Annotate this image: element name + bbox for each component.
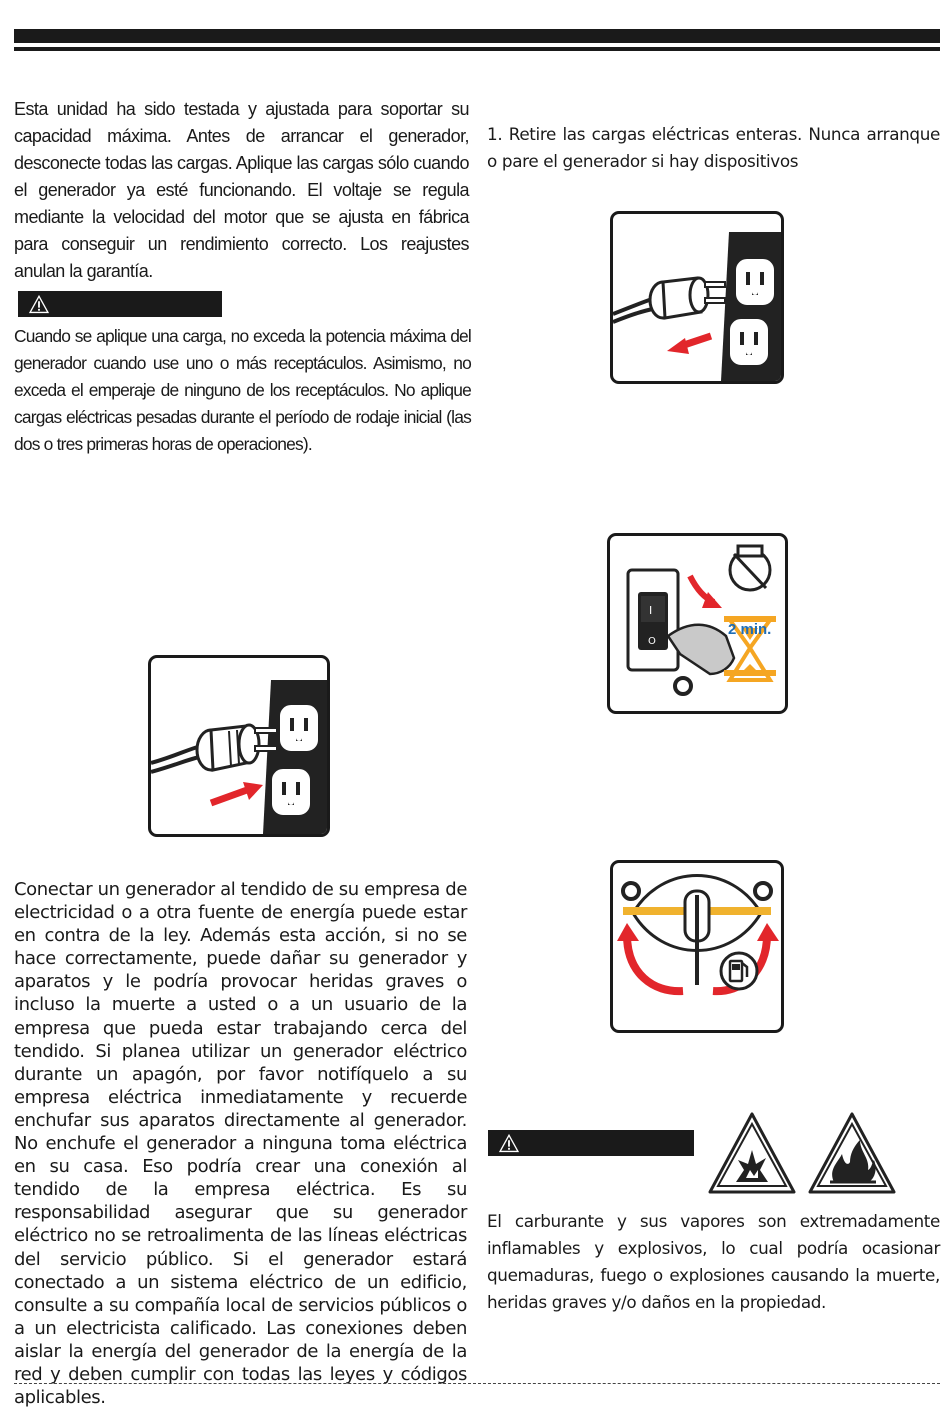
warning-triangle-icon [28, 293, 50, 315]
header-bar [14, 29, 940, 43]
page-divider [14, 1383, 940, 1384]
intro-paragraph: Esta unidad ha sido testada y ajustada para soportar su capacidad máxima. Antes de arrancar el generador, desconecte todas las cargas. Aplique las cargas sólo cuando el generador ya esté funcionando. El voltaje se regula mediante la velocidad del motor que se ajusta en fábrica para conseguir un rendimiento correcto. Los reajustes anulan la garantía. [14, 99, 469, 281]
step-1-paragraph: 1. Retire las cargas eléctricas enteras. Nunca arranque o pare el generador si hay dispositivos [487, 124, 940, 171]
unplug-illustration [610, 211, 784, 384]
explosion-hazard-icon [708, 1112, 796, 1196]
plug-in-illustration [148, 655, 330, 837]
timer-label: 2 min. [728, 621, 772, 638]
fire-hazard-icon [808, 1112, 896, 1196]
switch-off-timer-illustration [607, 533, 788, 714]
warning-banner [18, 291, 222, 317]
fuel-warning-paragraph: El carburante y sus vapores son extremadamente inflamables y explosivos, lo cual podría ocasionar quemaduras, fuego o explosiones causando la muerte, heridas graves y/o daños en la propiedad. [487, 1211, 940, 1312]
fuel-valve-illustration [610, 860, 784, 1033]
warning-paragraph: Cuando se aplique una carga, no exceda la potencia máxima del generador cuando use uno o más receptáculos. Asimismo, no exceda el emperaje de ninguno de los receptáculos. No aplique cargas eléctricas pesadas durante el período de rodaje inicial (las dos o tres primeras horas de operaciones). [14, 326, 471, 454]
warning-triangle-icon [498, 1132, 520, 1154]
header-rule [14, 47, 940, 51]
fuel-warning-banner [488, 1130, 694, 1156]
svg-text:I: I [649, 604, 653, 617]
svg-text:O: O [648, 636, 656, 647]
grid-connection-paragraph: Conectar un generador al tendido de su empresa de electricidad o a otra fuente de energía puede estar en contra de la ley. Además esta acción, si no se hace correctamente, puede dañar su generador y aparatos y le podría provocar heridas graves o incluso la muerte a usted o a un usuario de la empresa que pueda estar trabajando cerca del tendido. Si planea utilizar un generador eléctrico durante un apagón, por favor notifíquelo a su empresa eléctrica inmediatamente y recuerde enchufar sus aparatos directamente al generador. No enchufe el generador a ninguna toma eléctrica en su casa. Eso podría crear una conexión al tendido de la empresa eléctrica. Es su responsabilidad asegurar que su generador eléctrico no se retroalimenta de las líneas eléctricas del servicio público. Si el generador estará conectado a un sistema eléctrico de un edificio, consulte a su compañía local de servicios públicos o a un electricista calificado. Las conexiones deben aislar la energía del generador de la energía de la red y deben cumplir con todas las leyes y códigos aplicables. [14, 879, 467, 1409]
